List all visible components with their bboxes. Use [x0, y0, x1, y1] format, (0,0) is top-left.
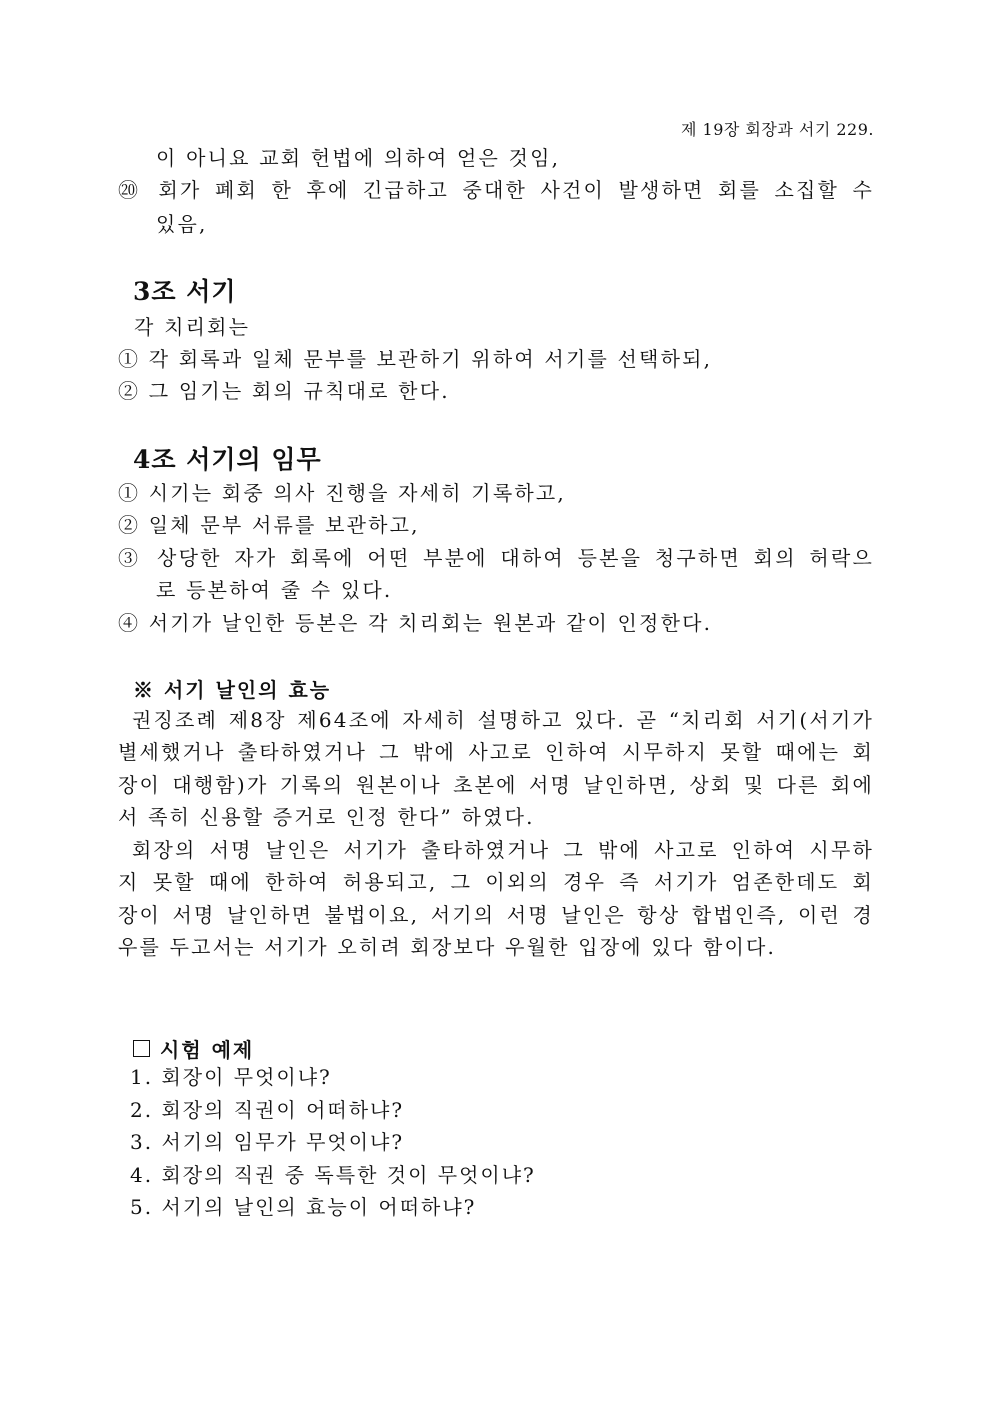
note-title: ※ 서기 날인의 효능 [133, 678, 332, 702]
section-4-title: 4조 서기의 임무 [133, 445, 322, 474]
continuation-line: 이 아니요 교회 헌법에 의하여 얻은 것임, [156, 146, 561, 170]
item-20-line1: ⑳ 회가 폐회 한 후에 긴급하고 중대한 사건이 발생하면 회를 소집할 수 [118, 178, 874, 202]
note-para1-line4: 서 족히 신용할 증거로 인정 한다” 하였다. [118, 805, 535, 829]
note-para2-line4: 우를 두고서는 서기가 오히려 회장보다 우월한 입장에 있다 함이다. [118, 935, 777, 959]
section-3-item-1: ① 각 회록과 일체 문부를 보관하기 위하여 서기를 선택하되, [118, 347, 713, 371]
section-4-item-1: ① 시기는 회중 의사 진행을 자세히 기록하고, [118, 481, 566, 505]
exam-title [133, 1034, 254, 1063]
item-20-line2: 있음, [156, 212, 208, 236]
exam-question-5: 5. 서기의 날인의 효능이 어떠하냐? [130, 1195, 477, 1219]
note-para1-line2: 별세했거나 출타하였거나 그 밖에 사고로 인하여 시무하지 못할 때에는 회 [118, 740, 874, 764]
running-header: 제 19장 회장과 서기 229. [680, 120, 874, 139]
section-4-item-3-line2: 로 등본하여 줄 수 있다. [156, 578, 393, 602]
note-para2-line1: 회장의 서명 날인은 서기가 출타하였거나 그 밖에 사고로 인하여 시무하 [132, 838, 874, 862]
note-para2-line3: 장이 서명 날인하면 불법이요, 서기의 서명 날인은 항상 합법인즉, 이런 경 [118, 903, 874, 927]
checkbox-square-icon [133, 1040, 150, 1057]
note-para1-line1: 권징조례 제8장 제64조에 자세히 설명하고 있다. 곧 “치리회 서기(서기가 [132, 708, 874, 732]
exam-question-3: 3. 서기의 임무가 무엇이냐? [130, 1130, 405, 1154]
section-4-item-2: ② 일체 문부 서류를 보관하고, [118, 513, 420, 537]
section-4-item-3-line1: ③ 상당한 자가 회록에 어떤 부분에 대하여 등본을 청구하면 회의 허락으 [118, 546, 874, 570]
section-4-item-4: ④ 서기가 날인한 등본은 각 치리회는 원본과 같이 인정한다. [118, 611, 713, 635]
section-3-title: 3조 서기 [133, 277, 237, 306]
exam-question-1: 1. 회장이 무엇이냐? [130, 1065, 332, 1089]
note-para2-line2: 지 못할 때에 한하여 허용되고, 그 이외의 경우 즉 서기가 엄존한데도 회 [118, 870, 874, 894]
exam-question-4: 4. 회장의 직권 중 독특한 것이 무엇이냐? [130, 1163, 536, 1187]
section-3-intro: 각 치리회는 [134, 315, 251, 339]
note-para1-line3: 장이 대행함)가 기록의 원본이나 초본에 서명 날인하면, 상회 및 다른 회에 [118, 773, 874, 797]
exam-question-2: 2. 회장의 직권이 어떠하냐? [130, 1098, 405, 1122]
exam-title-text: 시험 예제 [160, 1038, 255, 1062]
section-3-item-2: ② 그 임기는 회의 규칙대로 한다. [118, 379, 450, 403]
